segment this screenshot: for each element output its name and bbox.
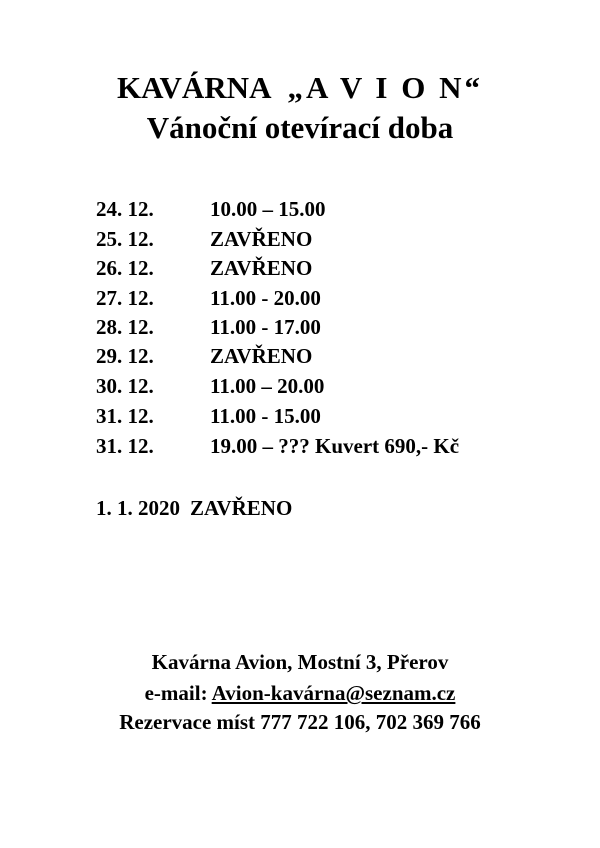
schedule-date: 27. 12. bbox=[96, 286, 154, 310]
schedule-hours: 11.00 - 17.00 bbox=[210, 315, 321, 339]
schedule-date: 24. 12. bbox=[96, 197, 154, 221]
cafe-name-quoted: „A V I O N“ bbox=[287, 70, 483, 105]
contact-reservation: Rezervace míst 777 722 106, 702 369 766 bbox=[119, 710, 481, 734]
new-year-row bbox=[96, 496, 292, 521]
schedule-hours: ZAVŘENO bbox=[210, 256, 313, 280]
schedule-date: 30. 12. bbox=[96, 374, 154, 398]
page-title bbox=[0, 70, 600, 106]
schedule-hours: 11.00 – 20.00 bbox=[210, 374, 325, 398]
schedule-hours: 11.00 - 20.00 bbox=[210, 286, 321, 310]
schedule-date: 31. 12. bbox=[96, 404, 154, 428]
contact-address: Kavárna Avion, Mostní 3, Přerov bbox=[151, 650, 449, 674]
email-label: e-mail: bbox=[144, 681, 208, 705]
schedule-hours: 11.00 - 15.00 bbox=[210, 404, 321, 428]
schedule-hours: 10.00 – 15.00 bbox=[210, 197, 326, 221]
schedule-date: 26. 12. bbox=[96, 256, 154, 280]
page-subtitle: Vánoční otevírací doba bbox=[146, 110, 454, 145]
schedule-date: 25. 12. bbox=[96, 227, 154, 251]
email-link[interactable]: Avion-kavárna@seznam.cz bbox=[211, 681, 456, 705]
new-year-hours: ZAVŘENO bbox=[190, 496, 293, 520]
new-year-date: 1. 1. 2020 bbox=[96, 496, 180, 520]
contact-email-line bbox=[0, 681, 600, 706]
schedule-hours: ZAVŘENO bbox=[210, 344, 313, 368]
schedule-date: 28. 12. bbox=[96, 315, 154, 339]
schedule-date: 31. 12. bbox=[96, 434, 154, 458]
schedule-hours: ZAVŘENO bbox=[210, 227, 313, 251]
schedule-hours: 19.00 – ??? Kuvert 690,- Kč bbox=[210, 434, 460, 458]
schedule-date: 29. 12. bbox=[96, 344, 154, 368]
cafe-name: KAVÁRNA bbox=[117, 70, 272, 105]
